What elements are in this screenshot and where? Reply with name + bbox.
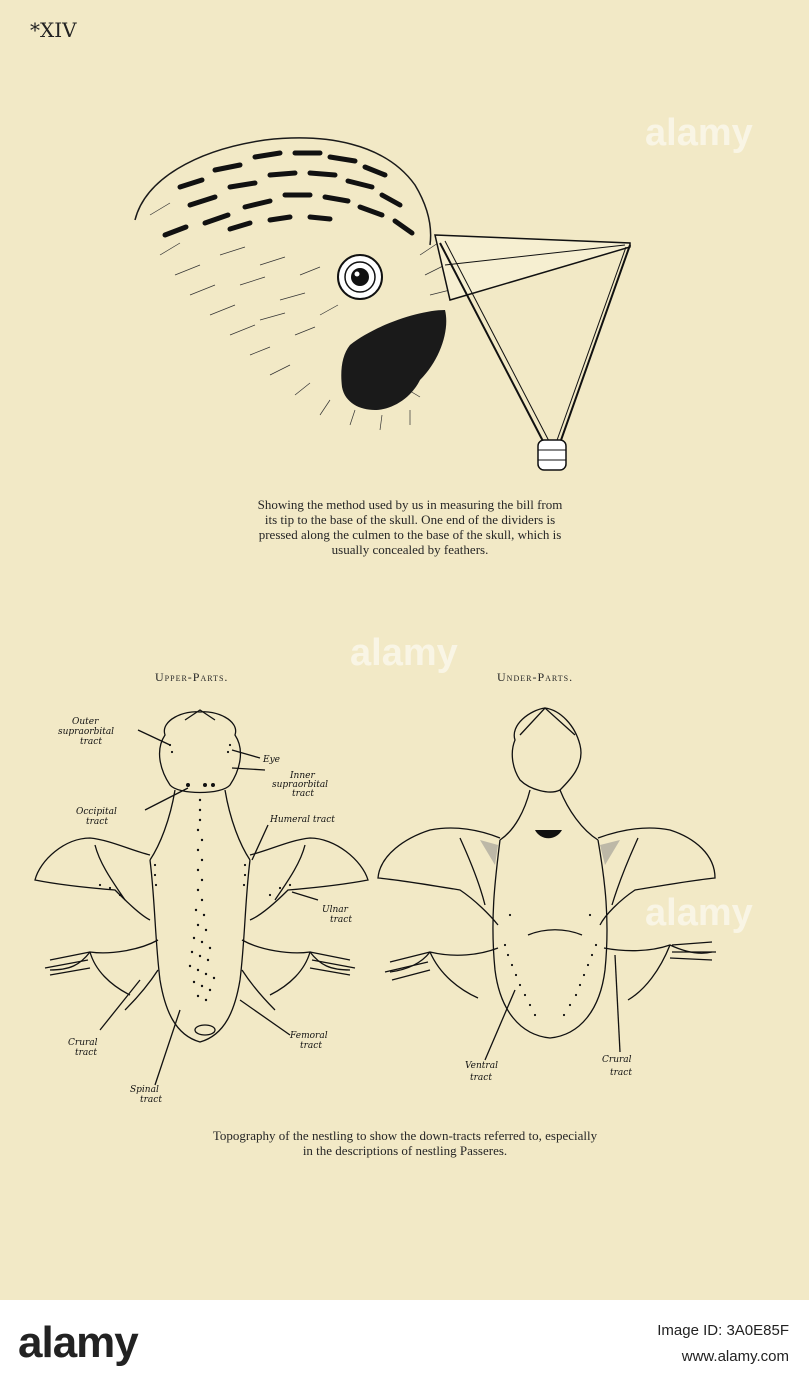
inner-supraorbital-label: tract bbox=[292, 789, 314, 799]
watermark-text: alamy bbox=[350, 632, 458, 674]
site-url[interactable]: www.alamy.com bbox=[681, 1348, 789, 1365]
ulnar-label: tract bbox=[330, 915, 352, 925]
crural-under-label: Crural bbox=[602, 1055, 632, 1065]
eye-label: Eye bbox=[263, 755, 280, 765]
inner-supraorbital-label: supraorbital bbox=[272, 780, 329, 790]
outer-supraorbital-label: tract bbox=[80, 737, 102, 747]
spinal-label: tract bbox=[140, 1095, 162, 1105]
crural-under-label: tract bbox=[610, 1068, 632, 1078]
ventral-label: tract bbox=[470, 1073, 492, 1083]
occipital-label: tract bbox=[86, 817, 108, 827]
caption-line: Topography of the nestling to show the down-tracts referred to, especially bbox=[212, 1128, 598, 1143]
page-number: *XIV bbox=[30, 18, 77, 42]
upper-parts-heading: Upper-Parts. bbox=[155, 670, 229, 684]
watermark-text: alamy bbox=[645, 892, 753, 934]
outer-supraorbital-label: supraorbital bbox=[58, 727, 115, 737]
caption-line: in the descriptions of nestling Passeres. bbox=[302, 1143, 508, 1158]
ventral-label: Ventral bbox=[465, 1061, 498, 1071]
caption-line: Showing the method used by us in measuring the bill from bbox=[257, 497, 563, 512]
crural-upper-label: tract bbox=[75, 1048, 97, 1058]
watermark-text: alamy bbox=[645, 112, 753, 154]
femoral-label: tract bbox=[300, 1041, 322, 1051]
spinal-label: Spinal bbox=[130, 1085, 159, 1095]
under-parts-heading: Under-Parts. bbox=[497, 670, 574, 684]
occipital-label: Occipital bbox=[76, 807, 117, 817]
ulnar-label: Ulnar bbox=[322, 905, 348, 915]
image-id: Image ID: 3A0E85F bbox=[657, 1322, 789, 1339]
alamy-logo[interactable]: alamy bbox=[18, 1318, 138, 1367]
caption-line: usually concealed by feathers. bbox=[331, 542, 489, 557]
inner-supraorbital-label: Inner bbox=[290, 771, 315, 781]
caption-line: pressed along the culmen to the base of the skull, which is bbox=[258, 527, 562, 542]
humeral-label: Humeral tract bbox=[270, 815, 335, 825]
caption-line: its tip to the base of the skull. One end of the dividers is bbox=[264, 512, 556, 527]
outer-supraorbital-label: Outer bbox=[72, 717, 99, 727]
femoral-label: Femoral bbox=[290, 1031, 328, 1041]
crural-upper-label: Crural bbox=[68, 1038, 98, 1048]
stock-footer bbox=[0, 1300, 809, 1390]
